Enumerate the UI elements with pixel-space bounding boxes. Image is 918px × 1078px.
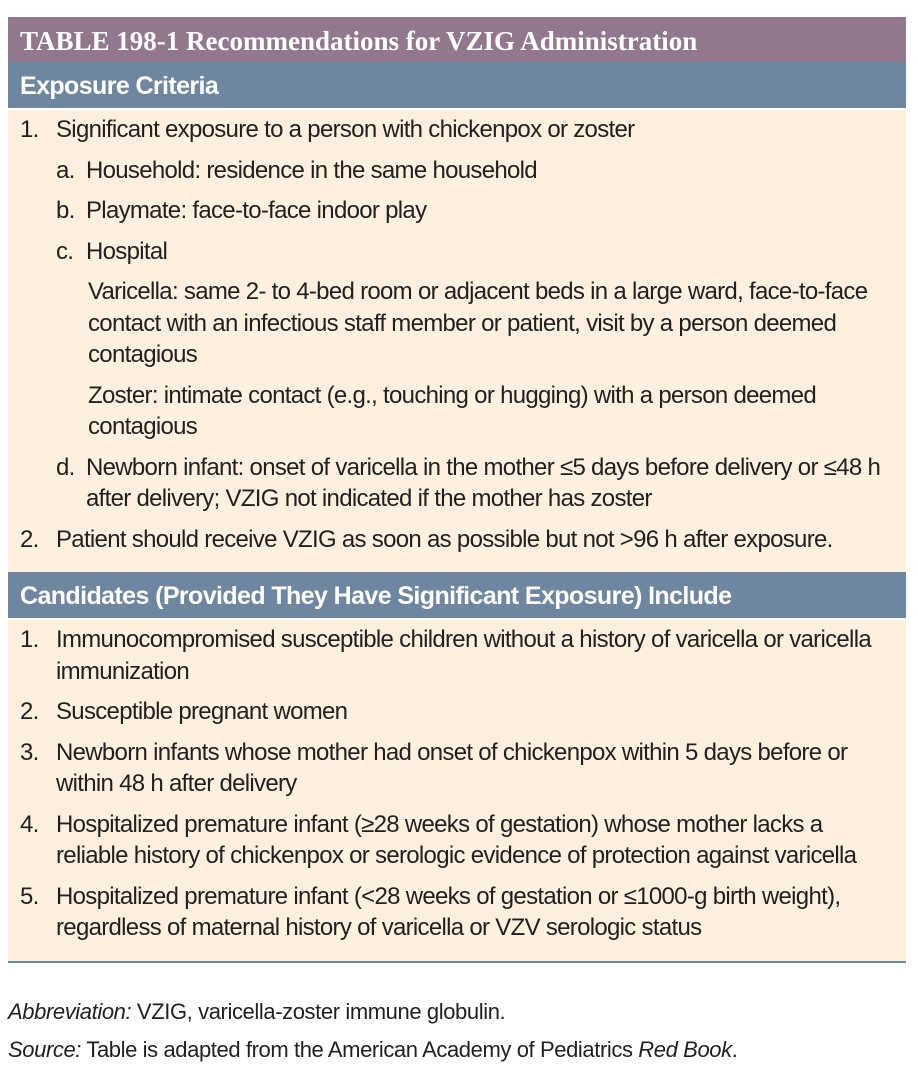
list-item bbox=[8, 236, 906, 268]
abbreviation-note bbox=[8, 999, 505, 1025]
section-heading-exposure: Exposure Criteria bbox=[8, 62, 906, 110]
item-text: Playmate: face-to-face indoor play bbox=[86, 197, 427, 224]
table-title: TABLE 198-1 Recommendations for VZIG Administration bbox=[8, 17, 906, 62]
list-item bbox=[8, 195, 906, 227]
list-item bbox=[8, 696, 906, 728]
item-number: 5. bbox=[20, 882, 39, 910]
item-number: 4. bbox=[20, 810, 39, 838]
item-text: Patient should receive VZIG as soon as possible but not >96 h after exposure. bbox=[56, 525, 833, 553]
item-text: Zoster: intimate contact (e.g., touching or hugging) with a person deemed contagious bbox=[88, 381, 816, 440]
abbreviation-text: VZIG, varicella-zoster immune globulin. bbox=[131, 999, 506, 1024]
item-number: b. bbox=[56, 197, 75, 224]
list-item bbox=[8, 809, 906, 872]
item-number: 1. bbox=[20, 626, 39, 653]
source-note bbox=[8, 1037, 737, 1063]
source-end: . bbox=[731, 1037, 738, 1062]
candidates-list bbox=[8, 620, 906, 961]
item-text: Hospitalized premature infant (≥28 weeks of gestation) whose mother lacks a reliable history of chickenpox or serologic evidence of protection against varicella bbox=[56, 810, 857, 869]
item-text: Newborn infant: onset of varicella in the mother ≤5 days before delivery or ≤48 h after delivery; VZIG not indicated if the mother has zoster bbox=[86, 453, 881, 512]
item-number: 2. bbox=[20, 525, 39, 553]
item-number: 1. bbox=[20, 116, 39, 143]
item-text: Hospitalized premature infant (<28 weeks of gestation or ≤1000-g birth weight), regardless of maternal history of varicella or VZV serologic status bbox=[56, 882, 841, 941]
exposure-criteria-list bbox=[8, 110, 906, 572]
list-item bbox=[8, 452, 906, 515]
item-number: 3. bbox=[20, 738, 39, 766]
item-number: d. bbox=[56, 453, 75, 481]
list-item bbox=[8, 276, 906, 371]
list-item bbox=[8, 380, 906, 443]
list-item bbox=[8, 737, 906, 800]
item-text: Newborn infants whose mother had onset of chickenpox within 5 days before or within 48 h after delivery bbox=[56, 738, 848, 797]
vzig-table bbox=[8, 17, 906, 963]
list-item bbox=[8, 524, 906, 556]
item-text: Varicella: same 2- to 4-bed room or adjacent beds in a large ward, face-to-face contact with an infectious staff member or patient, visit by a person deemed contagious bbox=[88, 278, 868, 368]
list-item bbox=[8, 624, 906, 687]
item-text: Household: residence in the same household bbox=[86, 156, 537, 184]
source-text: Table is adapted from the American Academy of Pediatrics bbox=[81, 1037, 639, 1062]
item-text: Significant exposure to a person with chickenpox or zoster bbox=[56, 116, 635, 143]
list-item bbox=[8, 155, 906, 187]
source-book: Red Book bbox=[638, 1037, 732, 1062]
section-heading-candidates: Candidates (Provided They Have Significant Exposure) Include bbox=[8, 572, 906, 620]
abbreviation-label: Abbreviation: bbox=[8, 999, 132, 1024]
item-number: c. bbox=[56, 237, 74, 265]
source-label: Source: bbox=[8, 1037, 82, 1062]
item-text: Hospital bbox=[86, 237, 168, 265]
item-text: Susceptible pregnant women bbox=[56, 698, 348, 725]
list-item bbox=[8, 881, 906, 944]
list-item bbox=[8, 114, 906, 146]
item-text: Immunocompromised susceptible children without a history of varicella or varicella immunization bbox=[56, 626, 871, 685]
item-number: a. bbox=[56, 156, 75, 184]
item-number: 2. bbox=[20, 698, 39, 725]
